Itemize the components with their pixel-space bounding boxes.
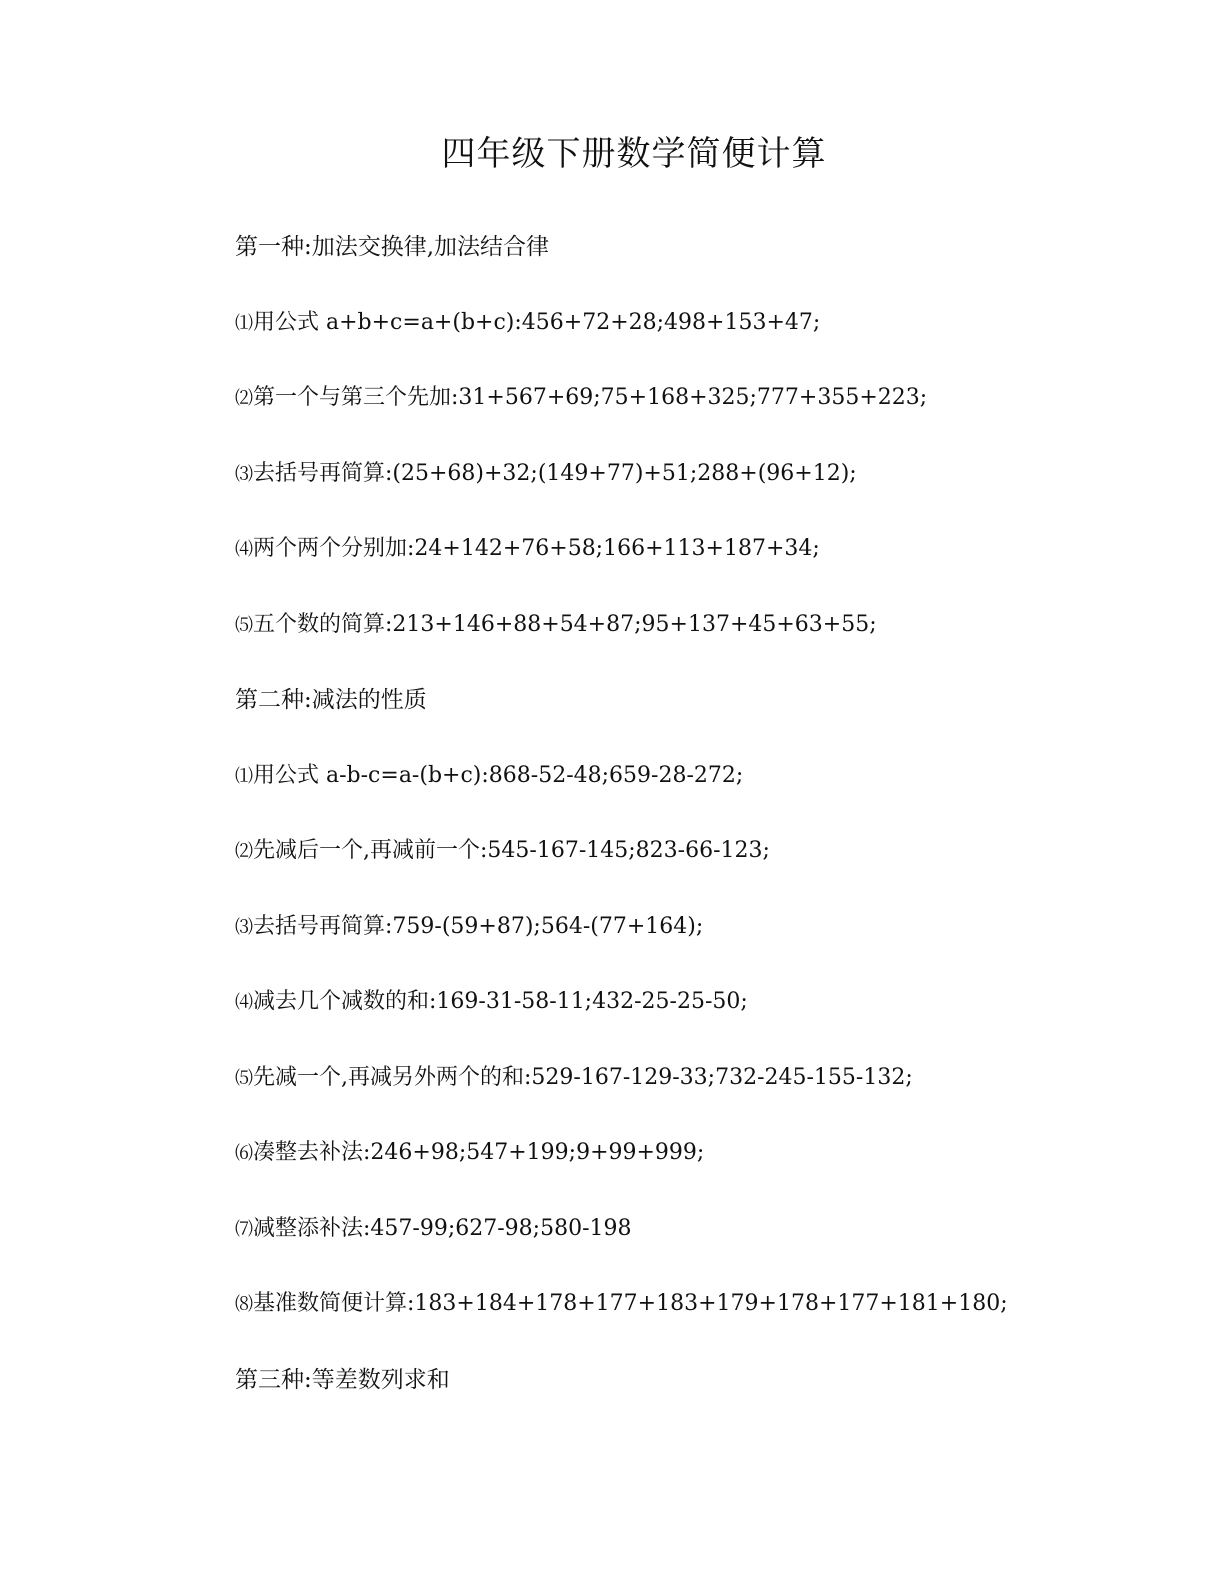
exercise-line [235, 451, 1195, 527]
exercise-text: 用公式 a+b+c=a+(b+c):456+72+28;498+153+47; [253, 309, 821, 335]
exercise-text: 减整添补法:457-99;627-98;580-198 [253, 1215, 632, 1241]
item-number: ⑸ [235, 1067, 253, 1089]
exercise-line [235, 904, 1195, 980]
exercise-text: 先减后一个,再减前一个:545-167-145;823-66-123; [253, 838, 770, 863]
exercise-line [235, 375, 1195, 451]
item-number: ⑵ [235, 388, 253, 409]
document-title: 四年级下册数学简便计算 [441, 134, 827, 174]
exercise-text: 去括号再简算:(25+68)+32;(149+77)+51;288+(96+12); [253, 460, 857, 486]
exercise-text: 用公式 a-b-c=a-(b+c):868-52-48;659-28-272; [253, 762, 744, 788]
section-heading-addition [235, 224, 1195, 300]
section-heading-text: 第三种:等差数列求和 [235, 1366, 450, 1393]
section-heading-arithmetic-series [235, 1357, 1195, 1433]
exercise-text: 基准数简便计算:183+184+178+177+183+179+178+177+181+180; [253, 1291, 1008, 1316]
exercise-line [235, 828, 1195, 904]
item-number: ⑵ [235, 841, 253, 862]
exercise-line [235, 1055, 1195, 1131]
item-number: ⑶ [235, 463, 253, 485]
exercise-text: 减去几个减数的和:169-31-58-11;432-25-25-50; [253, 989, 748, 1014]
item-number: ⑻ [235, 1294, 253, 1315]
exercise-text: 去括号再简算:759-(59+87);564-(77+164); [253, 913, 704, 939]
exercise-text: 第一个与第三个先加:31+567+69;75+168+325;777+355+223; [253, 385, 928, 410]
exercise-line [235, 753, 1195, 829]
item-number: ⑹ [235, 1143, 253, 1164]
exercise-text: 五个数的简算:213+146+88+54+87;95+137+45+63+55; [253, 611, 877, 637]
section-heading-text: 第一种:加法交换律,加法结合律 [235, 234, 550, 260]
item-number: ⑴ [235, 765, 253, 787]
section-heading-text: 第二种:减法的性质 [235, 687, 427, 713]
item-number: ⑴ [235, 312, 253, 334]
exercise-line [235, 526, 1195, 602]
exercise-line [235, 1206, 1195, 1282]
document-body [235, 224, 1195, 1432]
exercise-text: 凑整去补法:246+98;547+199;9+99+999; [253, 1140, 705, 1165]
exercise-text: 两个两个分别加:24+142+76+58;166+113+187+34; [253, 536, 820, 561]
exercise-line [235, 300, 1195, 376]
exercise-line [235, 1130, 1195, 1206]
item-number: ⑷ [235, 539, 253, 560]
item-number: ⑺ [235, 1218, 253, 1240]
exercise-line [235, 1281, 1195, 1357]
item-number: ⑷ [235, 992, 253, 1013]
section-heading-subtraction [235, 677, 1195, 753]
exercise-line [235, 979, 1195, 1055]
exercise-text: 先减一个,再减另外两个的和:529-167-129-33;732-245-155-132; [253, 1064, 913, 1090]
item-number: ⑸ [235, 614, 253, 636]
item-number: ⑶ [235, 916, 253, 938]
exercise-line [235, 602, 1195, 678]
